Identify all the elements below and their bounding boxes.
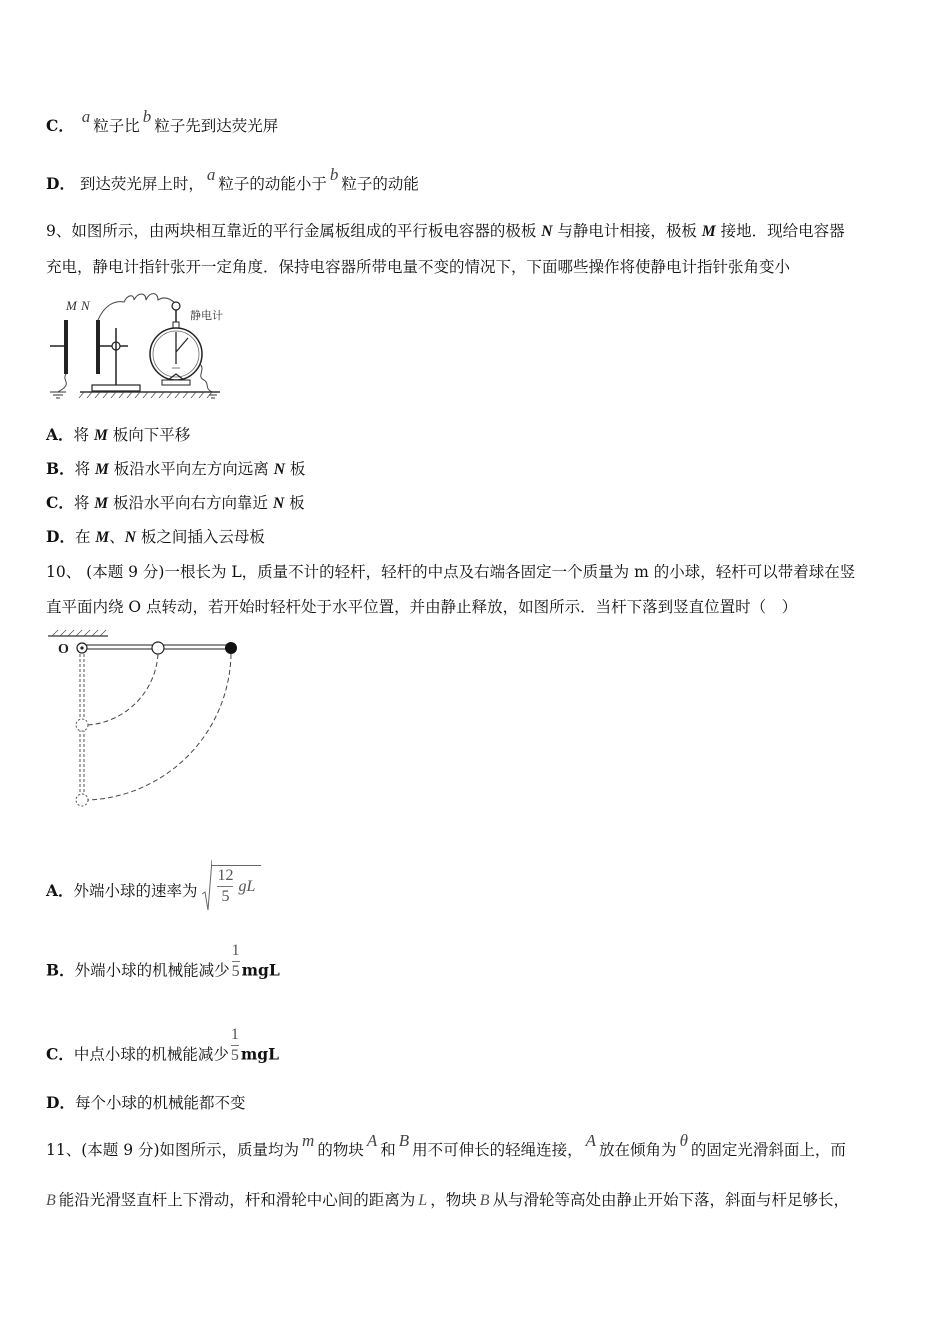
capacitor-electrometer-figure [44,292,234,404]
var-m: m [302,1131,315,1150]
q9-option-d[interactable] [46,527,265,548]
ground-hatch [79,392,212,398]
q10-option-a[interactable] [46,866,261,918]
option-text: 粒子比 [93,117,140,135]
stand-base [92,385,140,391]
stem-text: 11、(本题 9 分)如图所示，质量均为 [46,1141,300,1159]
stem-text: 从与滑轮等高处由静止开始下落，斜面与杆足够长， [492,1191,850,1209]
option-label: B． [46,960,75,980]
option-text: 粒子的动能小于 [218,175,327,193]
m-ground-wire [58,374,66,392]
q9-stem-line1 [46,221,845,242]
stem-text: 的固定光滑斜面上，而 [690,1141,846,1159]
var-A: A [366,1131,378,1150]
var-N: N [273,461,285,478]
option-text: 粒子的动能 [341,175,419,193]
option-text: 每个小球的机械能都不变 [74,1094,246,1112]
middle-arc [88,654,158,725]
var-B: B [46,1192,56,1209]
var-B: B [398,1131,410,1150]
var-N: N [541,223,553,240]
option-label: C． [46,1044,74,1064]
end-arc [88,654,231,800]
q9-option-a[interactable] [46,425,190,446]
expr-tail: mgL [241,960,280,980]
option-text: 板 [284,460,306,478]
q11-stem-line1 [46,1131,846,1160]
fraction: $\frac{1}{5}$ [230,1026,239,1064]
expr-tail: mgL [240,1044,279,1064]
var-M: M [95,461,109,478]
option-label: D． [46,174,75,193]
option-text: 到达荧光屏上时， [79,175,204,193]
option-text: 外端小球的机械能减少 [74,961,230,980]
option-text: 、 [109,528,125,546]
option-label: C． [46,116,74,135]
fraction: $\frac{1}{5}$ [231,942,240,980]
q10-stem-line1: 10、 (本题 9 分)一根长为 L，质量不计的轻杆，轻杆的中点及右端各固定一个质量为 m 的小球，轻杆可以带着球在竖 [46,563,856,581]
option-label: D． [46,1093,75,1112]
stem-text: 能沿光滑竖直杆上下滑动，杆和滑轮中心间的距离为 [58,1191,416,1209]
var-B: B [479,1192,490,1209]
label-O: O [58,642,69,657]
q10-stem-line2: 直平面内绕 O 点转动，若开始时轻杆处于水平位置，并由静止释放，如图所示．当杆下落到竖直位置时（ ） [46,598,798,616]
option-text: 粒子先到达荧光屏 [154,117,279,135]
stem-text: 的物块 [317,1141,364,1159]
var-b: b [142,107,152,126]
var-A: A [585,1131,597,1150]
q11-stem-line2 [46,1190,849,1211]
end-ball-final [76,794,88,806]
option-label: A． [46,425,74,444]
var-M: M [93,427,108,444]
sqrt-expression [202,860,261,912]
stem-text: 和 [380,1141,396,1159]
expr-tail: gL [238,877,256,895]
option-text: 将 [73,426,94,444]
option-label: C． [46,493,74,512]
stem-text: 放在倾角为 [599,1141,677,1159]
stem-text: 接地．现给电容器 [715,222,845,240]
var-M: M [94,495,109,512]
option-label: B． [46,459,75,478]
label-N: N [81,298,90,313]
radical-sign [202,860,212,912]
q10-option-d[interactable] [46,1093,245,1113]
var-theta: θ [679,1131,688,1150]
option-text: 将 [74,460,96,478]
option-text: 在 [74,528,96,546]
plate-M [64,320,68,374]
option-text: 板之间插入云母板 [135,528,265,546]
var-M: M [95,529,110,546]
option-text: 板向下平移 [107,426,191,444]
option-text: 将 [73,494,95,512]
end-ball [225,642,237,654]
q9-option-b[interactable] [46,459,305,480]
var-L: L [418,1192,428,1209]
numerator: 12 [217,867,234,884]
label-M: M [66,298,77,313]
q8-option-d[interactable] [46,165,419,194]
q10-option-b[interactable] [46,942,280,992]
middle-ball-final [76,719,88,731]
stem-text: ，物块 [430,1191,477,1209]
var-N: N [272,495,285,512]
option-text: 板沿水平向右方向靠近 [108,494,273,512]
middle-ball [152,642,164,654]
q10-option-c[interactable] [46,1026,279,1076]
option-label: D． [46,527,75,546]
q9-stem-line2: 充电，静电计指针张开一定角度．保持电容器所带电量不变的情况下，下面哪些操作将使静电计指针张角变小 [46,258,791,276]
q8-option-c[interactable] [46,107,279,136]
q9-option-c[interactable] [46,493,305,514]
rotating-rod-figure [44,628,244,808]
option-text: 板 [284,494,305,512]
plate-N [96,320,100,374]
var-a: a [81,107,91,126]
connecting-wire [98,294,176,320]
var-b: b [329,165,339,184]
var-M: M [701,223,716,240]
var-N: N [124,529,136,546]
stem-text: 用不可伸长的轻绳连接， [412,1141,583,1159]
option-text: 外端小球的速率为 [73,882,198,900]
denominator: 5 [217,886,233,907]
label-meter: 静电计 [190,309,223,322]
stem-text: 与静电计相接，极板 [552,222,702,240]
option-label: A． [46,881,74,900]
option-text: 板沿水平向左方向远离 [108,460,274,478]
option-text: 中点小球的机械能减少 [73,1045,229,1064]
stem-text: 9、如图所示，由两块相互靠近的平行金属板组成的平行板电容器的极板 [46,222,542,240]
var-a: a [206,165,216,184]
